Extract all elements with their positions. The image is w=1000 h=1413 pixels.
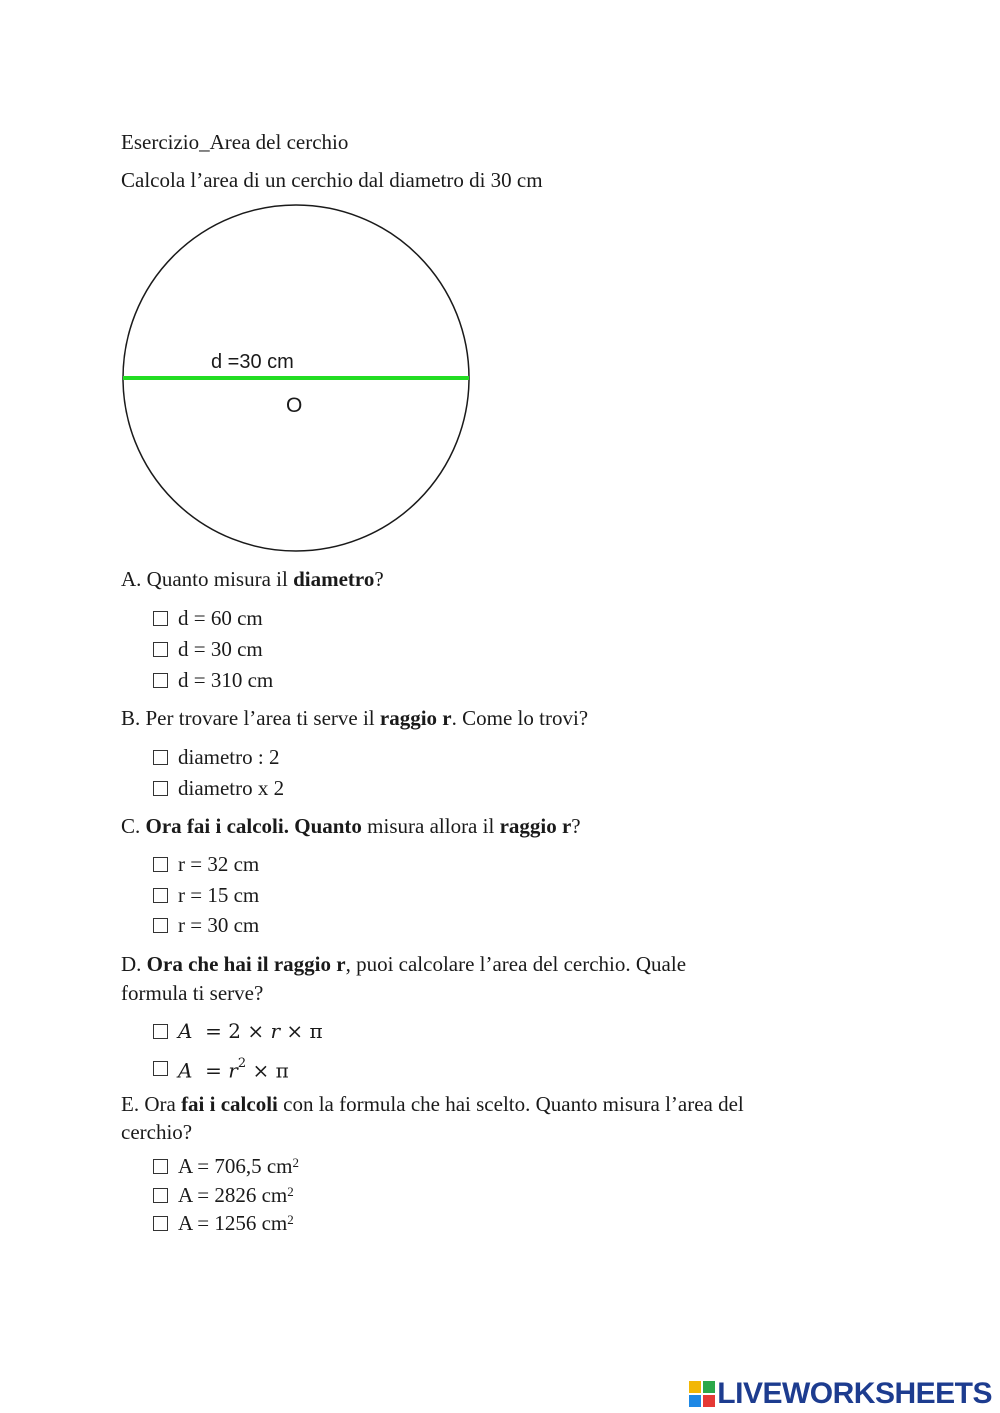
checkbox[interactable] <box>153 1216 168 1231</box>
checkbox[interactable] <box>153 888 168 903</box>
option-c-1[interactable]: r = 32 cm <box>153 850 259 878</box>
question-d: D. Ora che hai il raggio r, puoi calcolare l’area del cerchio. Quale <box>121 952 687 976</box>
option-e-1[interactable]: A = 706,5 cm $^2$ <box>153 1152 299 1180</box>
logo-icon <box>689 1381 715 1407</box>
option-d-2[interactable] <box>153 1053 289 1085</box>
exercise-title: Esercizio_Area del cerchio <box>121 130 349 154</box>
brand-name: LIVEWORKSHEETS <box>717 1377 992 1410</box>
diameter-label: d =30 cm <box>211 351 294 373</box>
option-b-1[interactable]: diametro : 2 <box>153 743 279 771</box>
checkbox[interactable] <box>153 857 168 872</box>
checkbox[interactable] <box>153 750 168 765</box>
option-b-2[interactable]: diametro x 2 <box>153 774 284 802</box>
checkbox[interactable] <box>153 1024 168 1039</box>
question-e: E. Ora fai i calcoli con la formula che hai scelto. Quanto misura l’area del <box>121 1092 744 1116</box>
checkbox[interactable] <box>153 611 168 626</box>
question-d-line2: formula ti serve? <box>121 981 264 1005</box>
circle-figure <box>110 198 482 560</box>
option-a-2[interactable]: d = 30 cm <box>153 635 263 663</box>
checkbox[interactable] <box>153 1188 168 1203</box>
exercise-intro: Calcola l’area di un cerchio dal diametro di 30 cm <box>121 168 543 192</box>
checkbox[interactable] <box>153 1061 168 1076</box>
option-c-3[interactable]: r = 30 cm <box>153 911 259 939</box>
checkbox[interactable] <box>153 1159 168 1174</box>
question-a: A. Quanto misura il diametro? <box>121 567 384 591</box>
question-c: C. Ora fai i calcoli. Quanto misura allora il raggio r? <box>121 814 581 838</box>
formula-area: $A = r^2 \times \pi$ <box>178 1056 289 1083</box>
checkbox[interactable] <box>153 673 168 688</box>
checkbox[interactable] <box>153 918 168 933</box>
option-a-3[interactable]: d = 310 cm <box>153 666 273 694</box>
option-d-1[interactable] <box>153 1017 323 1045</box>
checkbox[interactable] <box>153 781 168 796</box>
liveworksheets-logo <box>689 1376 992 1412</box>
formula-circumference: A = 2 × r × π <box>178 1019 323 1043</box>
option-e-2[interactable]: A = 2826 cm $^2$ <box>153 1181 294 1209</box>
question-b: B. Per trovare l’area ti serve il raggio r. Come lo trovi? <box>121 706 589 730</box>
option-c-2[interactable]: r = 15 cm <box>153 881 259 909</box>
question-e-line2: cerchio? <box>121 1120 193 1144</box>
checkbox[interactable] <box>153 642 168 657</box>
center-label: O <box>286 394 303 417</box>
option-a-1[interactable]: d = 60 cm <box>153 604 263 632</box>
option-e-3[interactable]: A = 1256 cm $^2$ <box>153 1209 294 1237</box>
